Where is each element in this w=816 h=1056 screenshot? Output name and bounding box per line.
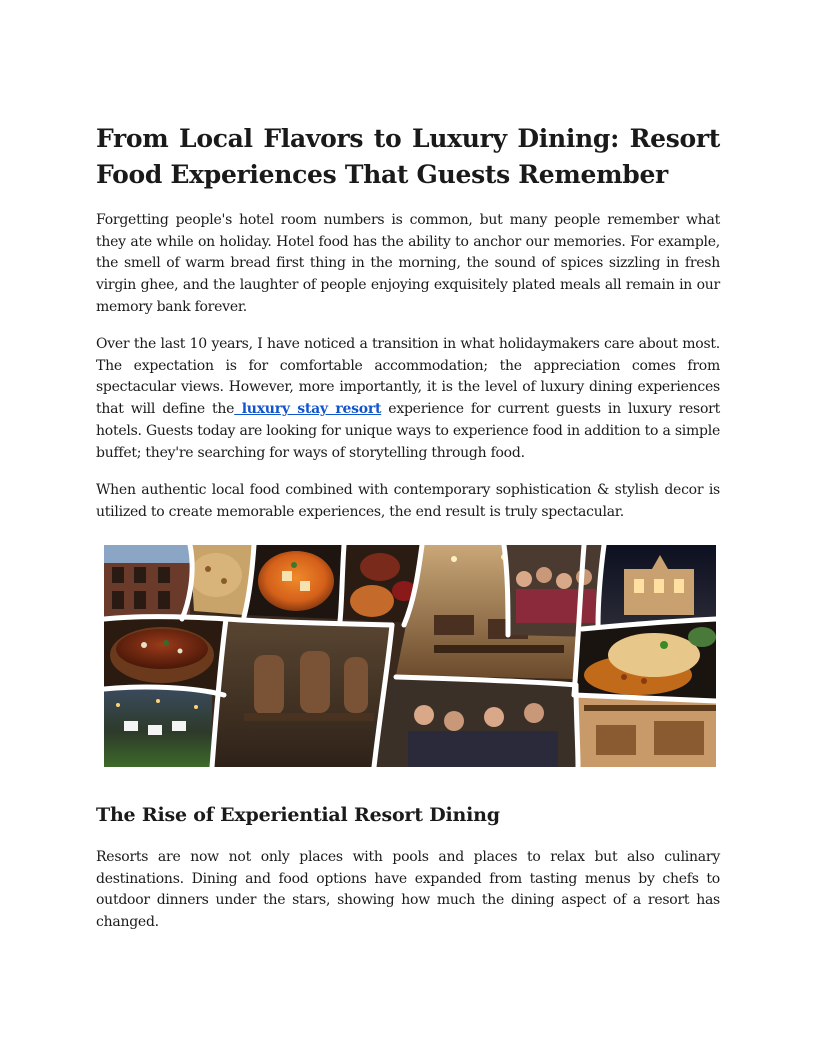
paragraph-text-after-link: experience for current guests in luxury resort hotels. Guests today are looking for unique ways to experience food in addition to a simple buffet; they're searching for ways of storytelling through food. <box>96 401 720 461</box>
restaurant-interior-photo <box>212 617 390 767</box>
paragraph-text-before-link: Over the last 10 years, I have noticed a transition in what holidaymakers care about most. The expectation is for comfortable accommodation; the appreciation comes from spectacular views. However, more importantly, it is the level of luxury dining experiences that will define the <box>96 336 720 418</box>
dal-bowl-photo <box>104 617 224 689</box>
outdoor-lawn-dinner-photo <box>104 689 212 767</box>
transition-paragraph <box>96 334 720 464</box>
article-title: From Local Flavors to Luxury Dining: Resort Food Experiences That Guests Remember <box>96 124 720 189</box>
resort-night-exterior-photo <box>598 545 716 627</box>
section-paragraph: Resorts are now not only places with pools and places to relax but also culinary destinations. Dining and food options have expanded from tasting menus by chefs to outdoor dinners under the stars, showing how much the dining aspect of a resort has changed. <box>96 849 720 931</box>
family-group-photo <box>504 545 604 637</box>
intro-paragraph: Forgetting people's hotel room numbers is common, but many people remember what they ate while on holiday. Hotel food has the ability to anchor our memories. For example, the smell of warm bread first thing in the morning, the sound of spices sizzling in fresh virgin ghee, and the laughter of people enjoying exquisitely plated meals all remain in our memory bank forever. <box>96 212 720 315</box>
paneer-curry-photo <box>244 545 344 619</box>
section-heading: The Rise of Experiential Resort Dining <box>96 804 500 826</box>
dining-collage-image <box>104 545 716 767</box>
summary-paragraph: When authentic local food combined with contemporary sophistication & stylish decor is utilized to create memorable experiences, the end result is truly spectacular. <box>96 482 720 520</box>
cafe-seating-photo <box>574 695 716 767</box>
luxury-stay-resort-link[interactable]: luxury stay resort <box>234 401 382 418</box>
resort-building-photo <box>104 545 190 617</box>
guests-group-photo <box>374 679 578 767</box>
chole-bhature-photo <box>574 619 716 701</box>
